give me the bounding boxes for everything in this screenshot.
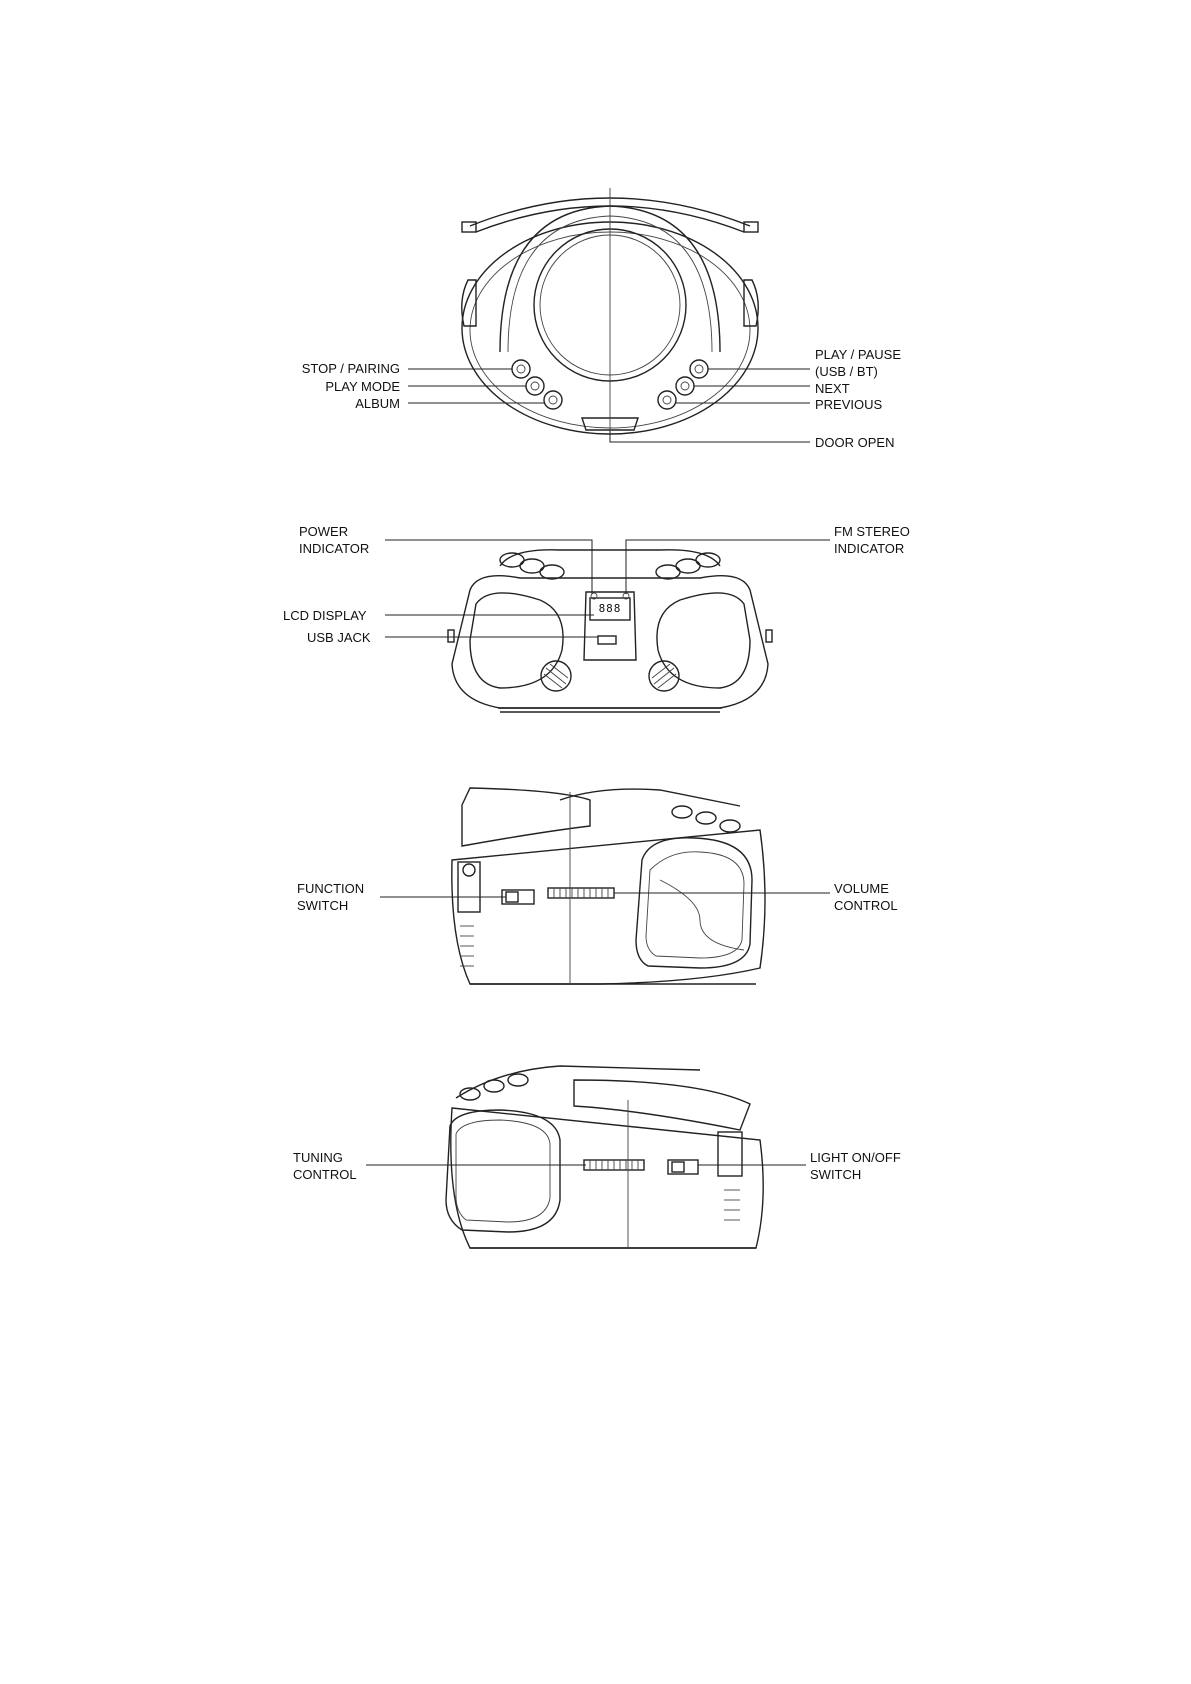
front-view-illustration [385,540,830,712]
label-usb-jack: USB JACK [307,630,371,645]
right-side-view-illustration [380,788,830,984]
label-play-mode: PLAY MODE [325,379,400,394]
lcd-digits: 888 [598,602,622,615]
top-left-buttons [512,360,562,409]
label-door-open: DOOR OPEN [815,435,895,450]
top-right-buttons [658,360,708,409]
label-lcd-display: LCD DISPLAY [283,608,367,623]
left-side-view-illustration [366,1066,806,1248]
label-next: NEXT [815,381,850,396]
label-tuning-control: TUNING CONTROL [293,1150,357,1182]
label-play-pause: PLAY / PAUSE (USB / BT) [815,347,901,379]
label-album: ALBUM [355,396,400,411]
label-power-indicator: POWER INDICATOR [299,524,370,556]
label-function-switch: FUNCTION SWITCH [297,881,365,913]
top-view-illustration [408,188,810,442]
label-stop-pairing: STOP / PAIRING [301,361,400,376]
label-previous: PREVIOUS [815,397,883,412]
label-light-switch: LIGHT ON/OFF SWITCH [810,1150,901,1182]
label-fm-stereo-indicator: FM STEREO INDICATOR [834,524,910,556]
label-volume-control: VOLUME CONTROL [834,881,898,913]
